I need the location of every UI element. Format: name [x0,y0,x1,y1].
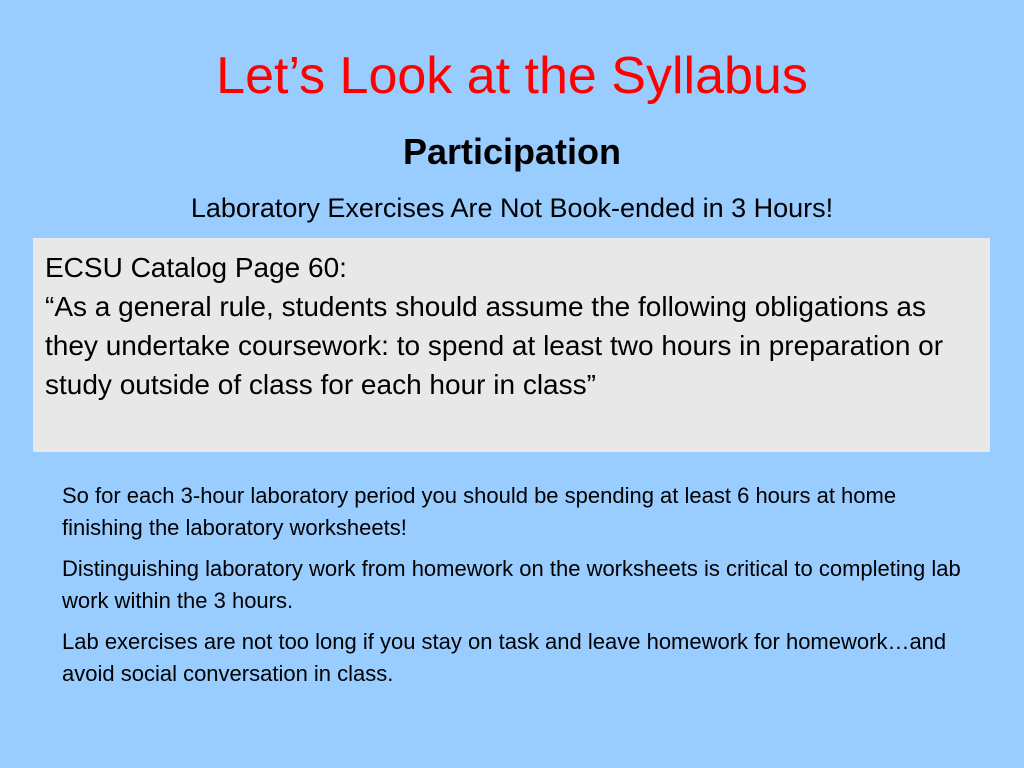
quote-text: “As a general rule, students should assume the following obligations as they undertake coursework: to spend at least two hours in preparation or study outside of class for each hour in class” [45,291,944,400]
paragraph: Distinguishing laboratory work from homework on the worksheets is critical to completing lab work within the 3 hours. [62,556,961,613]
paragraph: So for each 3-hour laboratory period you should be spending at least 6 hours at home finishing the laboratory worksheets! [62,483,897,540]
body-paragraphs [62,480,962,699]
catalog-quote-box [33,238,990,452]
quote-heading: ECSU Catalog Page 60: [45,252,347,283]
paragraph: Lab exercises are not too long if you stay on task and leave homework for homework…and avoid social conversation in class. [62,629,947,686]
slide-subtitle: Participation [402,131,622,172]
slide-title: Let’s Look at the Syllabus [216,47,808,105]
slide-tagline: Laboratory Exercises Are Not Book-ended in 3 Hours! [190,193,834,223]
